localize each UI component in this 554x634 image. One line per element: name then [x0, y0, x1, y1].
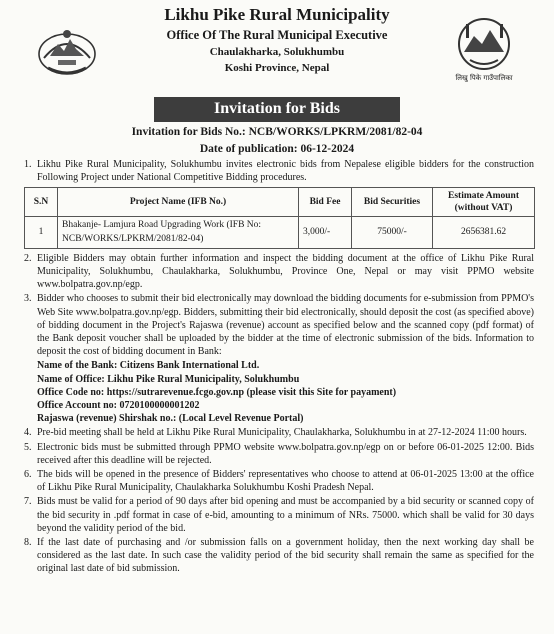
- office-name: Office Of The Rural Municipal Executive: [166, 28, 388, 42]
- paragraph-7: Bids must be valid for a period of 90 days after bid opening and must be accompanied by a bid security or scanned copy of the bid security in .pdf format in case of e-bid, amounting to a minimum of NRs. 75000. which shall be valid for 30 days beyond the validity period of the bid.: [37, 496, 534, 534]
- paragraph-2: Eligible Bidders may obtain further information and inspect the bidding document at the office of Likhu Pike Rural Municipality, Solukhumbu, Chaulakharka, Solukhumbu, Province One, Nepal or may visit PPMO website www.bolpatra.gov.np/egp.: [37, 252, 534, 291]
- col-project: Project Name (IFB No.): [58, 188, 299, 217]
- cell-estimate: 2656381.62: [433, 217, 535, 248]
- list-item: 1. Likhu Pike Rural Municipality, Solukhumbu invites electronic bids from Nepalese eligible bidders for the construction Following Project under National Competitive Bidding procedures.: [24, 159, 534, 184]
- cell-bid-securities: 75000/-: [352, 217, 433, 248]
- cell-sn: 1: [25, 217, 58, 248]
- table-header-row: [25, 188, 535, 217]
- paragraph-1: Likhu Pike Rural Municipality, Solukhumbu invites electronic bids from Nepalese eligible bidders for the construction Following Project under National Competitive Bidding procedures.: [37, 159, 534, 184]
- office-address: Chaulakharka, Solukhumbu: [209, 46, 345, 58]
- bank-name: Name of the Bank: Citizens Bank International Ltd.: [37, 360, 260, 372]
- list-item: 6. The bids will be opened in the presence of Bidders' representatives who choose to attend at 06-01-2025 13:00 at the office of Likhu Pike Rural Municipality, Chaulakharka Solukhumbu Koshi Pradesh Nepal.: [24, 469, 534, 494]
- paragraph-5: Electronic bids must be submitted through PPMO website www.bolpatra.gov.np/egp on or before 06-01-2025 12:00. Bids received after this deadline will be rejected.: [37, 441, 534, 466]
- list-item: 3. Bidder who chooses to submit their bid electronically may download the bidding documents for e-submission from PPMO's Web Site www.bolpatra.gov.np/egp. Bidders, submitting their bid electronically, should deposit the cost (as specified above) of bidding document in the Project's Rajaswa (revenue) account as specified below and the scanned copy (pdf format) of the Bank deposit voucher shall be uploaded by the bidder at the time of electronic submission of the bids. Information to deposit the cost of bidding document in Bank:: [24, 293, 534, 358]
- bids-table: [24, 187, 535, 248]
- col-bid-securities: Bid Securities: [352, 188, 433, 217]
- office-province: Koshi Province, Nepal: [224, 62, 330, 74]
- paragraph-6: The bids will be opened in the presence of Bidders' representatives who choose to attend at 06-01-2025 13:00 at the office of Likhu Pike Rural Municipality, Chaulakharka Solukhumbu Koshi Pradesh Nepal.: [37, 469, 534, 494]
- paragraph-4: Pre-bid meeting shall be held at Likhu Pike Rural Municipality, Chaulakharka, Solukhumbu in at 27-12-2024 11:00 hours.: [37, 427, 527, 439]
- svg-text:लिखु पिके गाउँपालिका: लिखु पिके गाउँपालिका: [455, 74, 513, 82]
- list-item: 7. Bids must be valid for a period of 90 days after bid opening and must be accompanied by a bid security or scanned copy of the bid security in .pdf format in case of e-bid, amounting to a minimum of NRs. 75000. which shall be valid for 30 days beyond the validity period of the bid.: [24, 496, 534, 534]
- nepal-emblem-icon: [36, 24, 98, 78]
- bank-account-number: Office Account no: 0720100000001202: [37, 400, 200, 412]
- table-row: [25, 217, 535, 248]
- list-item: 2. Eligible Bidders may obtain further information and inspect the bidding document at the office of Likhu Pike Rural Municipality, Solukhumbu, Chaulakharka, Solukhumbu, Province One, Nepal or may visit PPMO website www.bolpatra.gov.np/egp.: [24, 252, 534, 291]
- invitation-banner: Invitation for Bids: [154, 97, 400, 122]
- header: [0, 0, 554, 96]
- paragraph-8: If the last date of purchasing and /or submission falls on a government holiday, then the next working day shall be considered as the last date. In such case the validity period of the bid security shall remain the same as specified for the original last date of bid submission.: [37, 537, 534, 575]
- ifb-number: Invitation for Bids No.: NCB/WORKS/LPKRM/2081/82-04: [131, 126, 423, 138]
- municipality-logo-icon: [452, 14, 516, 84]
- col-estimate: Estimate Amount (without VAT): [433, 188, 535, 217]
- list-item: 5. Electronic bids must be submitted through PPMO website www.bolpatra.gov.np/egp on or before 06-01-2025 12:00. Bids received after this deadline will be rejected.: [24, 441, 534, 466]
- col-sn: S.N: [25, 188, 58, 217]
- bank-office-code: Office Code no: https://sutrarevenue.fcgo.gov.np (please visit this Site for payament): [37, 386, 397, 398]
- col-bid-fee: Bid Fee: [299, 188, 352, 217]
- org-name: Likhu Pike Rural Municipality: [164, 5, 390, 24]
- notice-body: [0, 158, 554, 576]
- list-item: 8. If the last date of purchasing and /or submission falls on a government holiday, then the next working day shall be considered as the last date. In such case the validity period of the bid security shall remain the same as specified for the original last date of bid submission.: [24, 537, 534, 575]
- bank-shirshak: Rajaswa (revenue) Shirshak no.: (Local Level Revenue Portal): [37, 413, 304, 425]
- publication-date: Date of publication: 06-12-2024: [199, 143, 355, 155]
- bank-details: [24, 359, 534, 425]
- header-text: [110, 4, 444, 76]
- cell-project: Bhakanje- Lamjura Road Upgrading Work (IFB No: NCB/WORKS/LPKRM/2081/82-04): [58, 217, 299, 248]
- cell-bid-fee: 3,000/-: [299, 217, 352, 248]
- bank-office-name: Name of Office: Likhu Pike Rural Municipality, Solukhumbu: [37, 373, 300, 385]
- list-item: 4. Pre-bid meeting shall be held at Likhu Pike Rural Municipality, Chaulakharka, Solukhumbu in at 27-12-2024 11:00 hours.: [24, 426, 534, 439]
- paragraph-3: Bidder who chooses to submit their bid electronically may download the bidding documents for e-submission from PPMO's Web Site www.bolpatra.gov.np/egp. Bidders, submitting their bid electronically, should deposit the cost (as specified above) of bidding document in the Project's Rajaswa (revenue) account as specified below and the scanned copy (pdf format) of the Bank deposit voucher shall be uploaded by the bidder at the time of electronic submission of the bids. Information to deposit the cost of bidding document in Bank:: [37, 293, 534, 358]
